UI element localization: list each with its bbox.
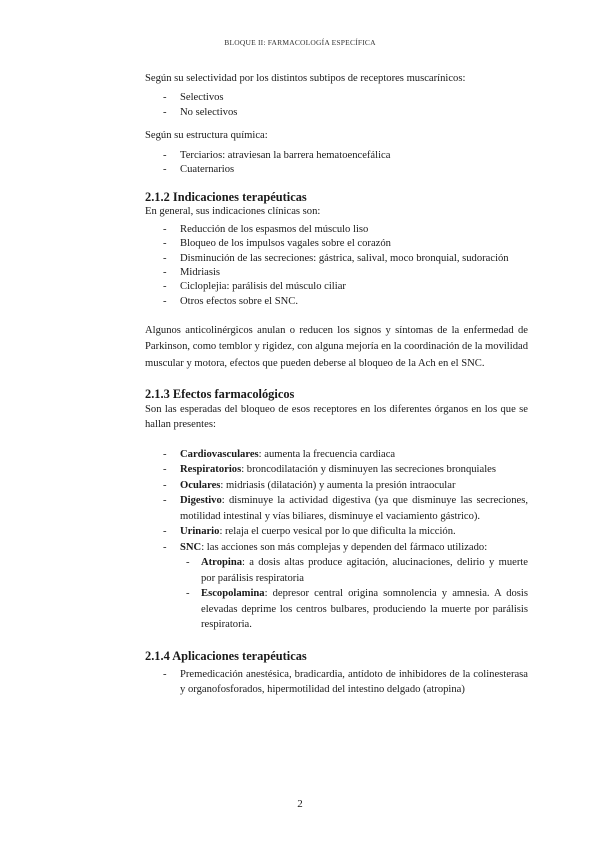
list-item: - Bloqueo de los impulsos vagales sobre el corazón [163, 238, 391, 250]
selectividad-intro: Según su selectividad por los distintos subtipos de receptores muscarínicos: [145, 73, 466, 84]
section-heading-aplicaciones: 2.1.4 Aplicaciones terapéuticas [145, 648, 307, 663]
list-item: - Cicloplejia: parálisis del músculo ciliar [163, 281, 346, 293]
sub-list-item: - Atropina: a dosis altas produce agitación, alucinaciones, delirio y muerte por parálisis respiratoria [186, 557, 528, 584]
estructura-intro: Según su estructura química: [145, 130, 268, 142]
snc-sublist [145, 555, 528, 633]
list-item: - Premedicación anestésica, bradicardia, antídoto de inhibidores de la colinesterasa y organofosforados, hipermotilidad del intestino delgado (atropina) [163, 668, 528, 696]
list-item: - No selectivos [163, 106, 238, 118]
section-heading-indicaciones: 2.1.2 Indicaciones terapéuticas [145, 190, 307, 205]
efectos-list [145, 447, 528, 633]
page-content [145, 72, 528, 698]
page-number: 2 [297, 798, 303, 810]
list-item: - Urinario: relaja el cuerpo vesical por lo que dificulta la micción. [163, 526, 456, 538]
list-item: - Digestivo: disminuye la actividad digestiva (ya que disminuye las secreciones, motilidad intestinal y vías biliares, disminuye el vaciamiento gástrico). [163, 495, 528, 522]
selectividad-list [145, 91, 528, 120]
estructura-list [145, 149, 528, 178]
list-item: - Cardiovasculares: aumenta la frecuencia cardiaca [163, 448, 396, 460]
list-item: - SNC: las acciones son más complejas y dependen del fármaco utilizado: - Atropina: a dosis altas produce agitación, alucinaciones, delirio y muerte por parálisis respiratoria - Escopolamina: depresor central origina somnolencia y amnesia. A dosis elevadas deprime los centros bulbares, produciendo la muerte por parálisis respiratoria. [145, 540, 528, 633]
sub-list-item: - Escopolamina: depresor central origina somnolencia y amnesia. A dosis elevadas deprime los centros bulbares, produciendo la muerte por parálisis respiratoria. [186, 588, 528, 631]
parkinson-paragraph: Algunos anticolinérgicos anulan o reducen los signos y síntomas de la enfermedad de Parkinson, como temblor y rigidez, con alguna mejoría en la coordinación de la movilidad muscular y motora, efectos que pueden deberse al bloqueo de la Ach en el SNC. [145, 325, 528, 369]
list-item: - Disminución de las secreciones: gástrica, salival, moco bronquial, sudoración [163, 252, 509, 264]
list-item: - Midriasis [163, 267, 221, 279]
running-header: BLOQUE II: FARMACOLOGÍA ESPECÍFICA [224, 38, 376, 47]
indicaciones-list [145, 223, 528, 309]
list-item: - Reducción de los espasmos del músculo liso [163, 223, 369, 235]
list-item: - Respiratorios: broncodilatación y disminuyen las secreciones bronquiales [163, 464, 496, 476]
indicaciones-intro: En general, sus indicaciones clínicas son: [145, 206, 321, 218]
aplicaciones-list [145, 667, 528, 698]
list-item: - Selectivos [163, 92, 224, 104]
section-heading-efectos: 2.1.3 Efectos farmacológicos [145, 386, 295, 401]
list-item: - Oculares: midriasis (dilatación) y aumenta la presión intraocular [163, 479, 456, 491]
list-item: - Cuaternarios [163, 164, 235, 176]
efectos-intro: Son las esperadas del bloqueo de esos receptores en los diferentes órganos en los que se hallan presentes: [145, 403, 528, 430]
list-item: - Otros efectos sobre el SNC. [163, 295, 298, 307]
list-item: - Terciarios: atraviesan la barrera hematoencefálica [163, 149, 391, 161]
